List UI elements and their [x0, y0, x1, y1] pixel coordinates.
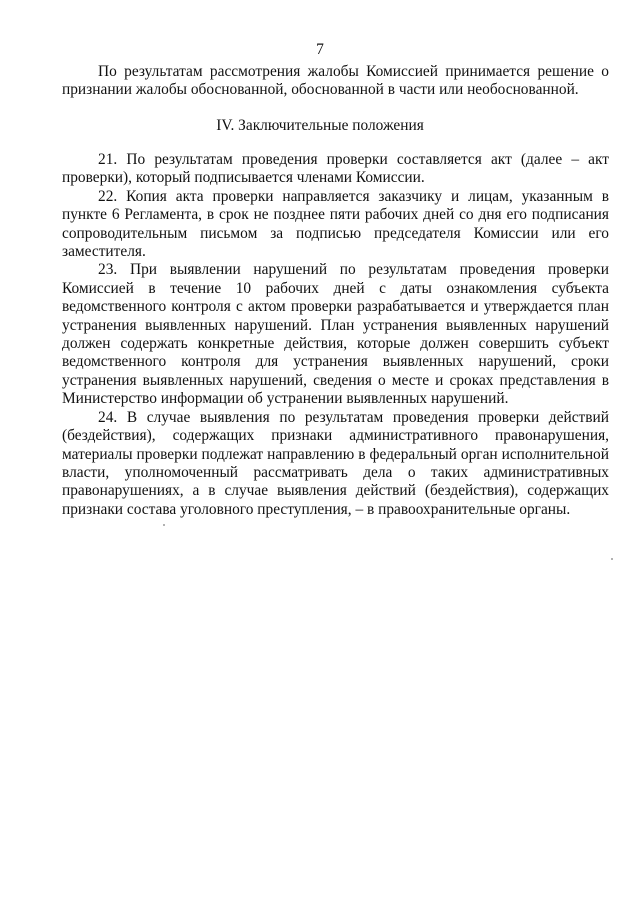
intro-text-block: [62, 63, 609, 100]
paragraph-21: 21. По результатам проведения проверки составляется акт (далее – акт проверки), который подписывается членами Комиссии.: [62, 151, 609, 187]
page-number: 7: [316, 41, 324, 58]
paragraph-24: 24. В случае выявления по результатам проведения проверки действий (бездействия), содержащих признаки административного правонарушения, материалы проверки подлежат направлению в федеральный орган исполнительной власти, уполномоченный рассматривать дела о таких административных правонарушениях, а в случае выявления действий (бездействия), содержащих признаки состава уголовного преступления, – в правоохранительные органы.: [62, 408, 609, 518]
scan-speck: [163, 524, 165, 526]
paragraph-22: 22. Копия акта проверки направляется заказчику и лицам, указанным в пункте 6 Регламента, в срок не позднее пяти рабочих дней со дня его подписания сопроводительным письмом за подписью председателя Комиссии или его заместителя.: [62, 187, 609, 261]
paragraph-complaint-decision: По результатам рассмотрения жалобы Комиссией принимается решение о признании жалобы обоснованной, обоснованной в части или необоснованной.: [62, 63, 609, 99]
section-body: [62, 151, 609, 519]
section-heading: IV. Заключительные положения: [216, 117, 424, 134]
scan-speck: [611, 558, 613, 560]
paragraph-23: 23. При выявлении нарушений по результатам проведения проверки Комиссией в течение 10 рабочих дней с даты ознакомления субъекта ведомственного контроля с актом проверки разрабатывается и утверждается план устранения выявленных нарушений. План устранения выявленных нарушений должен содержать конкретные действия, которые должен совершить субъект ведомственного контроля для устранения выявленных нарушений, сроки устранения выявленных нарушений, сведения о месте и сроках представления в Министерство информации об устранении выявленных нарушений.: [62, 261, 609, 408]
